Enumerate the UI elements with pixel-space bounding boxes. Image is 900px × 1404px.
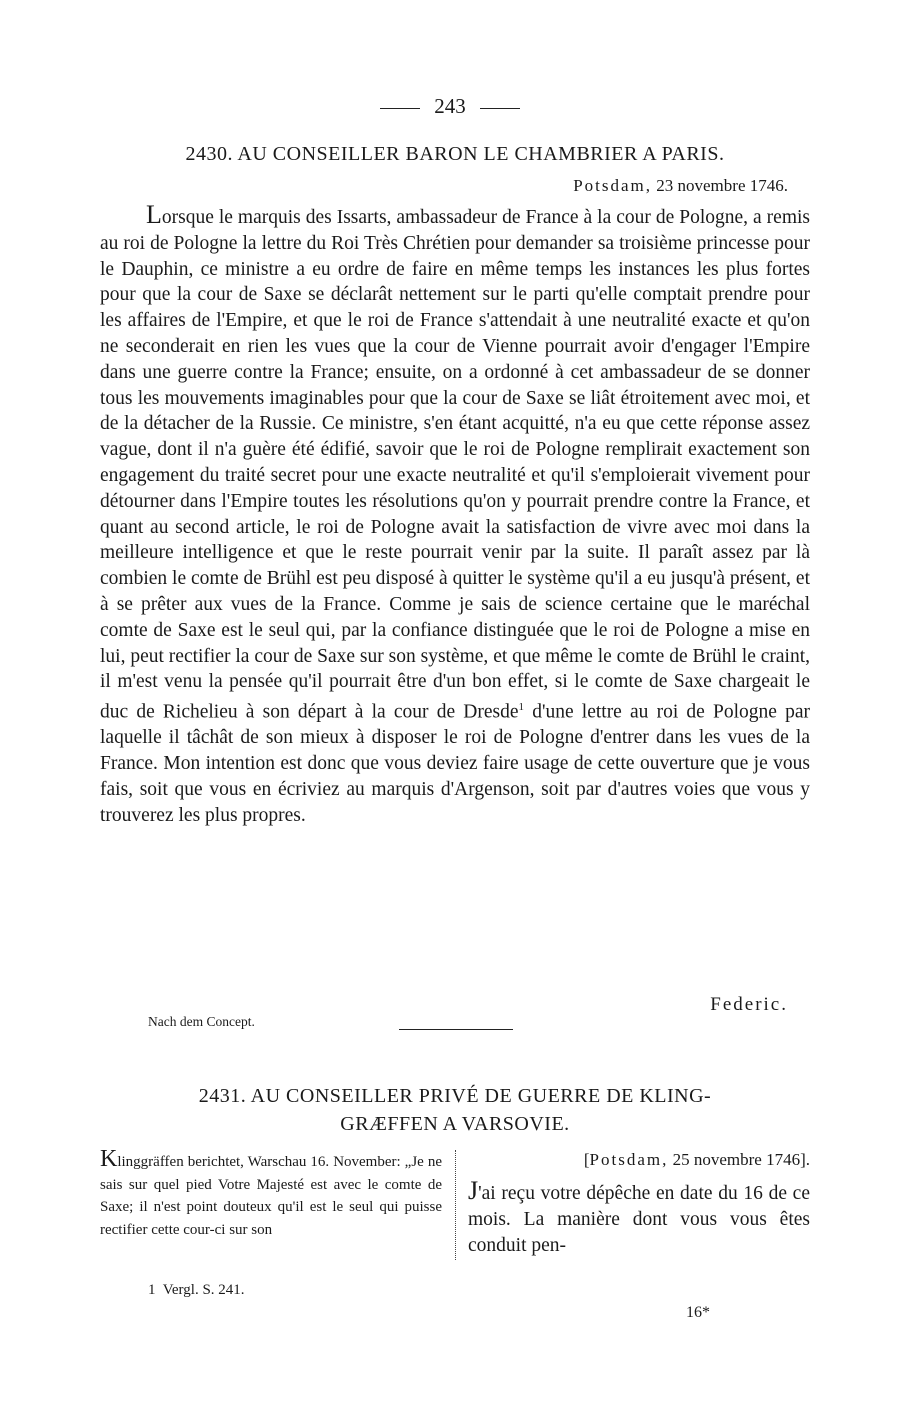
letter-2431-title-line1: 2431. AU CONSEILLER PRIVÉ DE GUERRE DE KLING- <box>198 1085 712 1107</box>
letter-2430-body <box>100 202 810 829</box>
printer-signature-mark: 16* <box>686 1304 710 1321</box>
footnote <box>148 1282 245 1299</box>
page-number: 243 <box>434 94 466 118</box>
dateline-date: 25 novembre 1746]. <box>672 1150 810 1169</box>
dateline-place: Potsdam, <box>573 176 653 195</box>
report-summary <box>100 1148 442 1241</box>
summary-text: linggräffen berichtet, Warschau 16. November: „Je ne sais sur quel pied Votre Majesté est avec le comte de Saxe; il n'est point douteux qu'il est le seul qui puisse rectifier cette cour-ci sur son <box>100 1154 442 1238</box>
column-divider <box>455 1150 456 1260</box>
footnote-text: Vergl. S. 241. <box>162 1282 245 1298</box>
reply-text: 'ai reçu votre dépêche en date du 16 de ce mois. La manière dont vous vous êtes conduit pen- <box>468 1183 810 1256</box>
summary-dropcap: K <box>100 1146 118 1172</box>
body-text-part1: orsque le marquis des Issarts, ambassadeur de France à la cour de Pologne, a remis au roi de Pologne la lettre du Roi Très Chrétien pour demander sa troisième princesse pour le Dauphin, ce ministre a eu ordre de faire en même temps les instances les plus fortes pour que la cour de Saxe se déclarât nettement sur le parti qu'elle comptait prendre pour les affaires de l'Empire, et que le roi de France s'attendait à une neutralité exacte et qu'on ne seconderait en rien les vues que la cour de Vienne pourrait avoir d'engager l'Empire dans une guerre contre la France; ensuite, on a ordonné à cet ambassadeur de se donner tous les mouvements imaginables pour que la cour de Saxe se liât étroitement avec moi, et de la détacher de la Russie. Ce ministre, s'en étant acquitté, n'a eu que cette réponse assez vague, dont il n'a guère été édifié, savoir que le roi de Pologne remplirait exactement son engagement du traité secret pour une exacte neutralité et qu'il s'emploierait vivement pour détourner dans l'Empire toutes les résolutions qu'on y pourrait prendre contre la France, et quant au second article, le roi de Pologne avait la satisfaction de vivre avec moi dans la meilleure intelligence et que le reste pourrait venir par la suite. Il paraît assez par là combien le comte de Brühl est peu disposé à quitter le système qu'il a eu jusqu'à présent, et à se prêter aux vues de la France. Comme je sais de science certaine que le maréchal comte de Saxe est le seul qui, par la confiance distinguée que le roi de Pologne a mise en lui, peut rectifier la cour de Saxe sur son système, et que même le comte de Brühl le craint, il m'est venu la pensée qu'il pourrait être d'un bon effet, si le comte de Saxe chargeait le duc de Richelieu à son départ à la cour de Dresde <box>100 207 810 723</box>
source-note: Nach dem Concept. <box>148 1014 255 1029</box>
header-dash-left <box>380 108 420 109</box>
letter-2431-title <box>100 1082 810 1138</box>
dateline-bracket: [ <box>583 1150 590 1169</box>
letter-2431-dateline <box>468 1150 810 1170</box>
body-dropcap: L <box>146 200 162 229</box>
footnote-number: 1 <box>148 1282 156 1298</box>
letter-2430-title: 2430. AU CONSEILLER BARON LE CHAMBRIER A PARIS. <box>185 143 725 165</box>
dateline-place: Potsdam, <box>589 1150 669 1169</box>
letter-2430-dateline <box>573 176 788 196</box>
header-dash-right <box>480 108 520 109</box>
letter-2431-body <box>468 1178 810 1258</box>
reply-dropcap: J <box>468 1176 479 1205</box>
section-rule <box>399 1029 513 1030</box>
letter-2431-title-line2: GRÆFFEN A VARSOVIE. <box>340 1113 570 1135</box>
signature: Federic. <box>710 994 788 1015</box>
footnote-reference: 1 <box>518 701 525 714</box>
page-header <box>0 94 900 119</box>
body-text-part2: d'une lettre au roi de Pologne par laquelle il tâchât de son mieux à disposer le roi de Pologne d'entrer dans les vues de la France. Mon intention est donc que vous deviez faire usage de cette ouverture que je vous fais, soit que vous en écriviez au marquis d'Argenson, soit par d'autres voies que vous y trouverez les plus propres. <box>100 701 811 826</box>
dateline-date: 23 novembre 1746. <box>656 176 788 195</box>
